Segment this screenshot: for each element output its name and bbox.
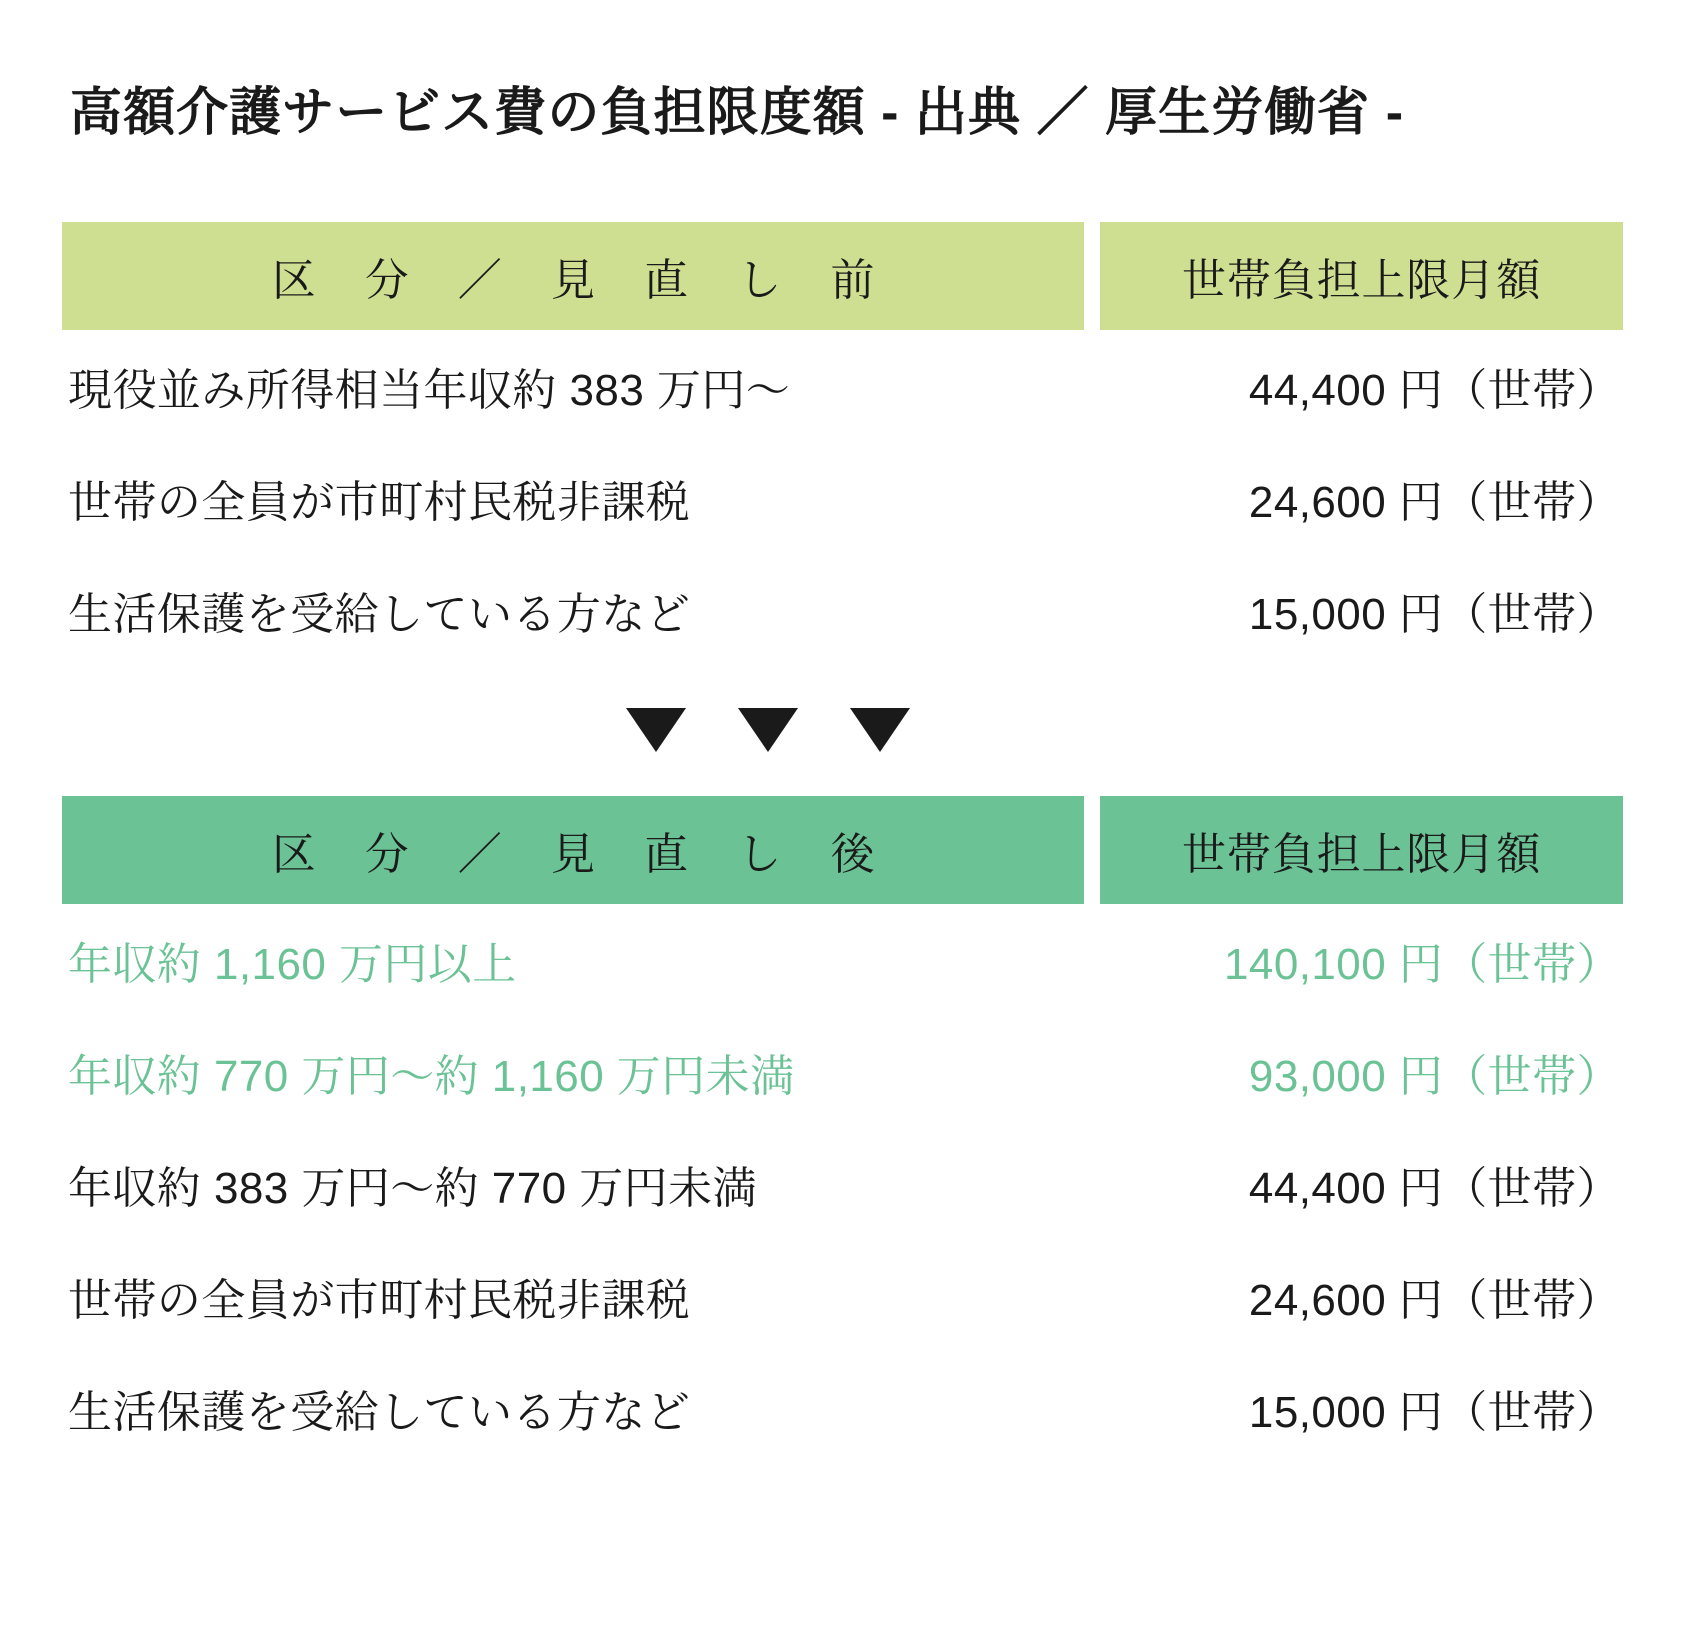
- row-category: 年収約 770 万円〜約 1,160 万円未満: [68, 1052, 795, 1102]
- table-row: [62, 330, 1623, 442]
- row-amount: 93,000 円（世帯）: [1248, 1052, 1621, 1102]
- row-category: 現役並み所得相当年収約 383 万円〜: [68, 366, 791, 416]
- table-row: [62, 904, 1623, 1016]
- table-row: [62, 554, 1623, 666]
- row-amount: 24,600 円（世帯）: [1248, 1276, 1621, 1326]
- row-category: 世帯の全員が市町村民税非課税: [68, 478, 691, 528]
- row-category: 生活保護を受給している方など: [68, 1388, 691, 1438]
- row-category: 年収約 1,160 万円以上: [68, 940, 517, 990]
- row-amount: 44,400 円（世帯）: [1248, 1164, 1621, 1214]
- table-row: [62, 1016, 1623, 1128]
- table-before-revision: [62, 222, 1623, 666]
- row-amount: 24,600 円（世帯）: [1248, 478, 1621, 528]
- table-before-header-amount: 世帯負担上限月額: [1100, 222, 1623, 330]
- table-row: [62, 1128, 1623, 1240]
- row-category: 生活保護を受給している方など: [68, 590, 691, 640]
- triangle-down-icon: [626, 708, 686, 752]
- row-amount: 15,000 円（世帯）: [1248, 1388, 1621, 1438]
- table-row: [62, 442, 1623, 554]
- page-title: 高額介護サービス費の負担限度額 - 出典 ／ 厚生労働省 -: [70, 84, 1405, 142]
- row-amount: 140,100 円（世帯）: [1224, 940, 1621, 990]
- table-row: [62, 1352, 1623, 1464]
- table-row: [62, 1240, 1623, 1352]
- table-after-header-category: 区 分 ／ 見 直 し 後: [62, 796, 1084, 904]
- row-amount: 15,000 円（世帯）: [1248, 590, 1621, 640]
- triangle-down-icon: [738, 708, 798, 752]
- row-category: 年収約 383 万円〜約 770 万円未満: [68, 1164, 757, 1214]
- transition-arrows: [62, 708, 1623, 752]
- triangle-down-icon: [850, 708, 910, 752]
- table-after-header-row: [62, 796, 1623, 904]
- table-after-revision: [62, 796, 1623, 1464]
- table-after-header-amount: 世帯負担上限月額: [1100, 796, 1623, 904]
- row-category: 世帯の全員が市町村民税非課税: [68, 1276, 691, 1326]
- table-before-header-row: [62, 222, 1623, 330]
- row-amount: 44,400 円（世帯）: [1248, 366, 1621, 416]
- table-before-header-category: 区 分 ／ 見 直 し 前: [62, 222, 1084, 330]
